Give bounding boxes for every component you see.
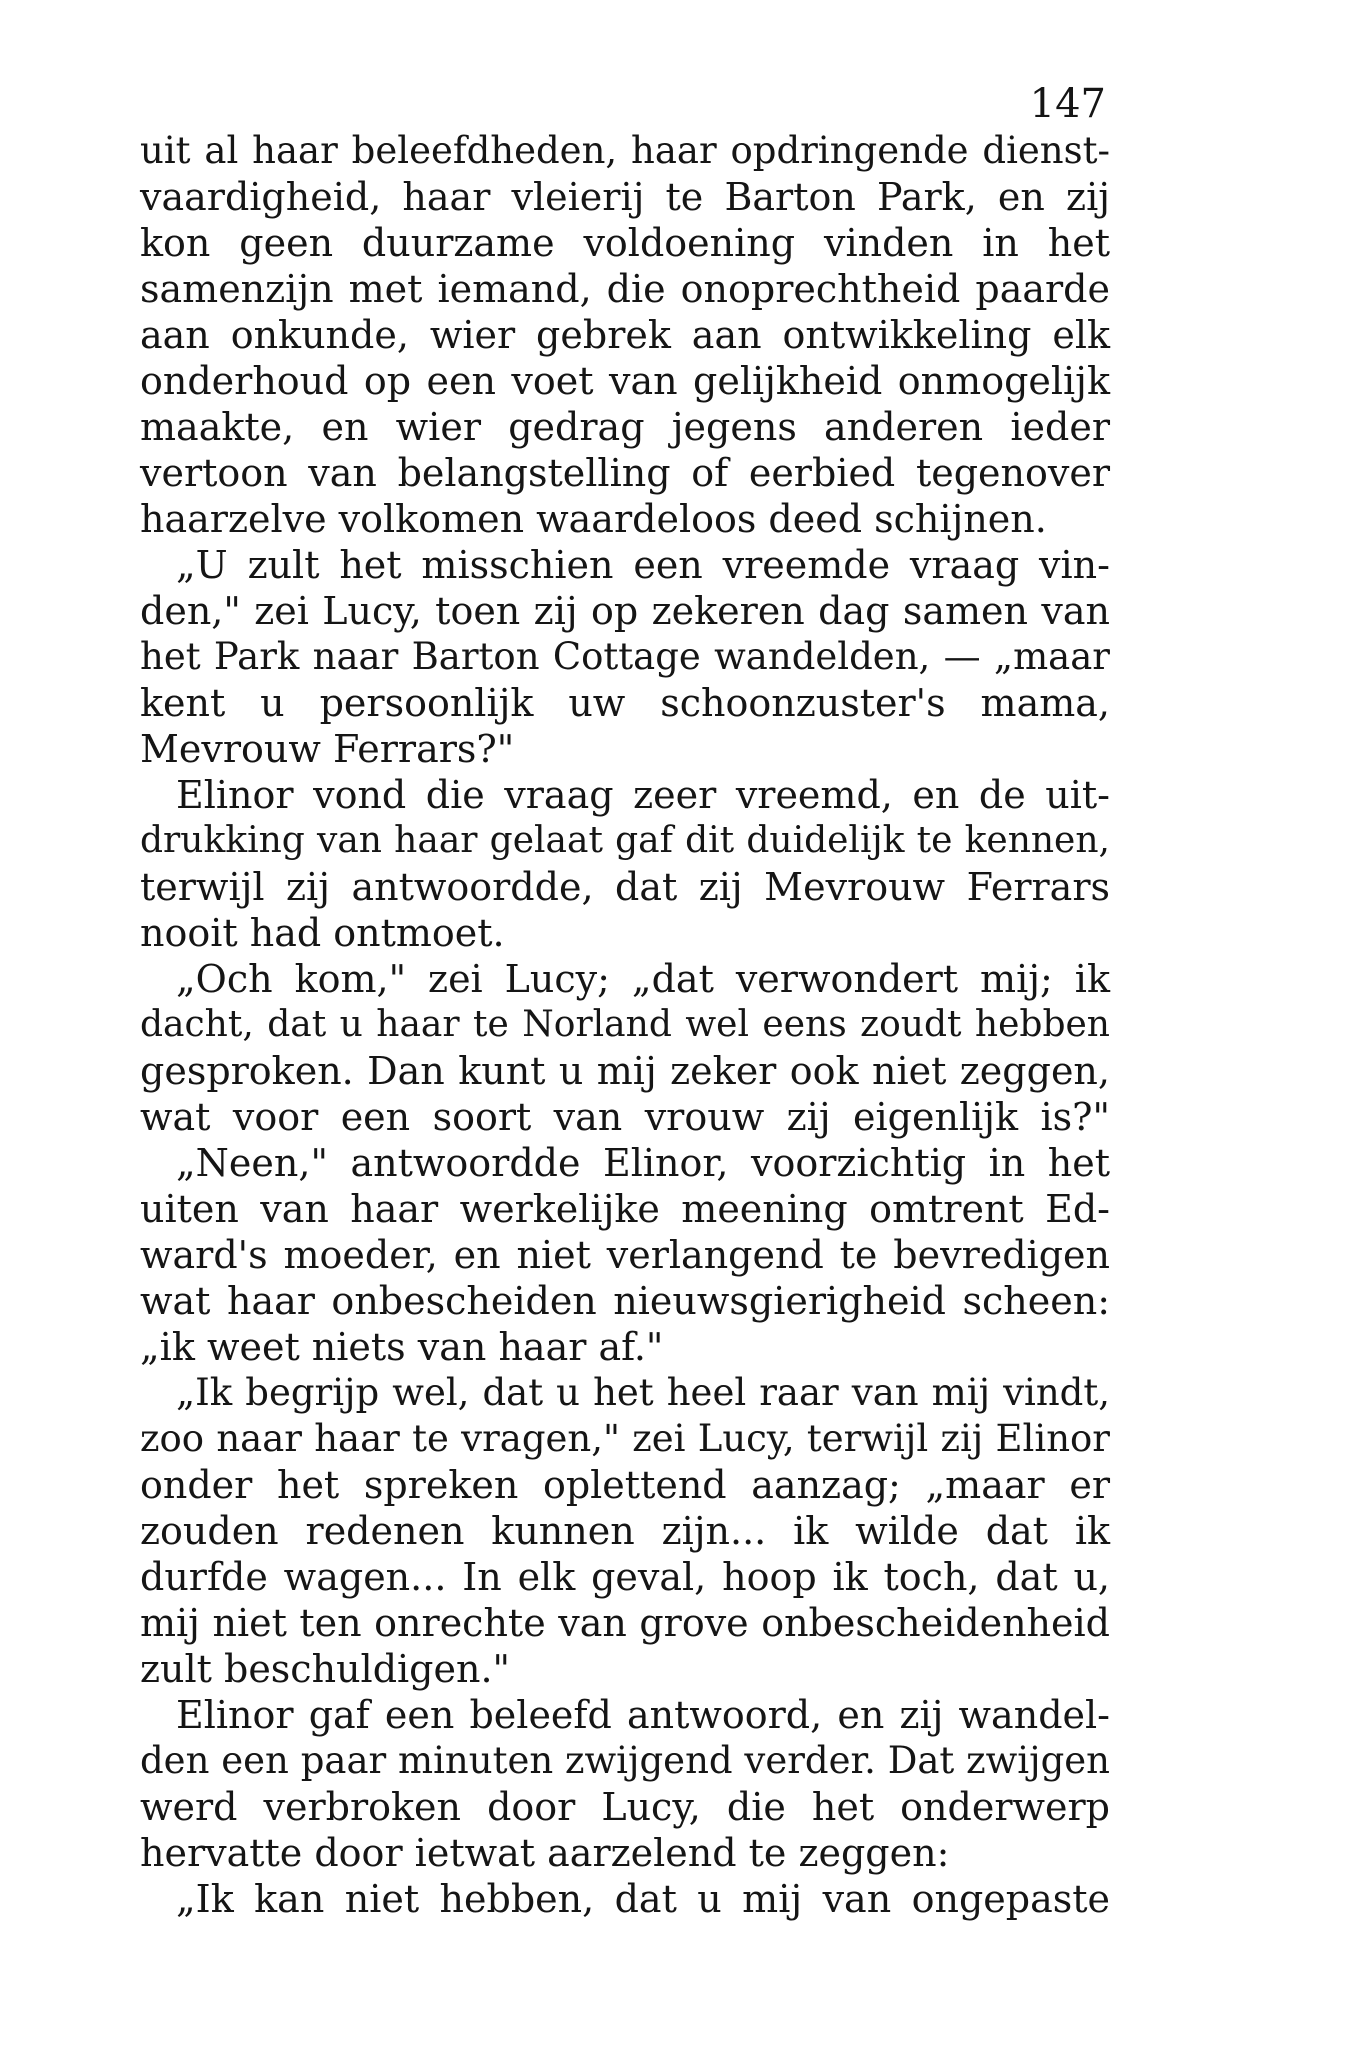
text-line: aan onkunde, wier gebrek aan ontwikkeling elk bbox=[140, 313, 1110, 357]
text-line: dacht, dat u haar te Norland wel eens zoudt hebben bbox=[140, 1004, 1110, 1045]
text-line: „Och kom," zei Lucy; „dat verwondert mij; ik bbox=[176, 957, 1110, 1001]
text-line: vertoon van belangstelling of eerbied tegenover bbox=[140, 451, 1110, 495]
text-line: kon geen duurzame voldoening vinden in het bbox=[140, 221, 1110, 265]
text-line: wat voor een soort van vrouw zij eigenlijk is?" bbox=[140, 1095, 1110, 1139]
text-line: „U zult het misschien een vreemde vraag vin- bbox=[176, 543, 1110, 587]
text-line: nooit had ontmoet. bbox=[140, 911, 505, 955]
text-line: ward's moeder, en niet verlangend te bevredigen bbox=[140, 1233, 1110, 1277]
text-line: werd verbroken door Lucy, die het onderwerp bbox=[140, 1785, 1110, 1829]
text-line: „Neen," antwoordde Elinor, voorzichtig in het bbox=[176, 1141, 1110, 1185]
text-line: vaardigheid, haar vleierij te Barton Park, en zij bbox=[140, 175, 1110, 219]
body-text bbox=[140, 128, 1110, 1922]
text-line: uiten van haar werkelijke meening omtrent Ed- bbox=[140, 1187, 1110, 1231]
text-line: maakte, en wier gedrag jegens anderen ieder bbox=[140, 405, 1110, 449]
text-line: kent u persoonlijk uw schoonzuster's mama, bbox=[140, 681, 1110, 725]
text-line: haarzelve volkomen waardeloos deed schijnen. bbox=[140, 497, 1047, 541]
page-number: 147 bbox=[1029, 81, 1106, 127]
text-line: gesproken. Dan kunt u mij zeker ook niet zeggen, bbox=[140, 1049, 1110, 1093]
text-line: zouden redenen kunnen zijn... ik wilde dat ik bbox=[140, 1509, 1110, 1553]
text-line: onder het spreken oplettend aanzag; „maar er bbox=[140, 1463, 1110, 1507]
text-line: „Ik kan niet hebben, dat u mij van ongepaste bbox=[176, 1877, 1110, 1921]
text-line: zult beschuldigen." bbox=[140, 1647, 511, 1691]
text-line: onderhoud op een voet van gelijkheid onmogelijk bbox=[140, 359, 1110, 403]
text-line: uit al haar beleefdheden, haar opdringende dienst- bbox=[140, 129, 1110, 172]
text-line: terwijl zij antwoordde, dat zij Mevrouw Ferrars bbox=[140, 865, 1110, 909]
text-line: den," zei Lucy, toen zij op zekeren dag samen van bbox=[140, 589, 1110, 633]
text-line: wat haar onbescheiden nieuwsgierigheid scheen: bbox=[140, 1279, 1110, 1323]
text-line: Elinor vond die vraag zeer vreemd, en de uit- bbox=[176, 773, 1110, 817]
text-line: den een paar minuten zwijgend verder. Dat zwijgen bbox=[140, 1739, 1110, 1782]
text-line: mij niet ten onrechte van grove onbescheidenheid bbox=[140, 1601, 1110, 1645]
text-line: Mevrouw Ferrars?" bbox=[140, 727, 515, 771]
text-line: hervatte door ietwat aarzelend te zeggen: bbox=[140, 1831, 950, 1875]
text-line: durfde wagen... In elk geval, hoop ik toch, dat u, bbox=[140, 1555, 1110, 1599]
text-line: samenzijn met iemand, die onoprechtheid paarde bbox=[140, 267, 1110, 311]
text-line: „Ik begrijp wel, dat u het heel raar van mij vindt, bbox=[176, 1371, 1110, 1414]
text-line: drukking van haar gelaat gaf dit duidelijk te kennen, bbox=[140, 820, 1110, 861]
text-line: zoo naar haar te vragen," zei Lucy, terwijl zij Elinor bbox=[140, 1417, 1110, 1460]
text-line: het Park naar Barton Cottage wandelden, — „maar bbox=[140, 635, 1110, 678]
text-line: Elinor gaf een beleefd antwoord, en zij wandel- bbox=[176, 1693, 1110, 1737]
text-line: „ik weet niets van haar af." bbox=[140, 1325, 664, 1369]
